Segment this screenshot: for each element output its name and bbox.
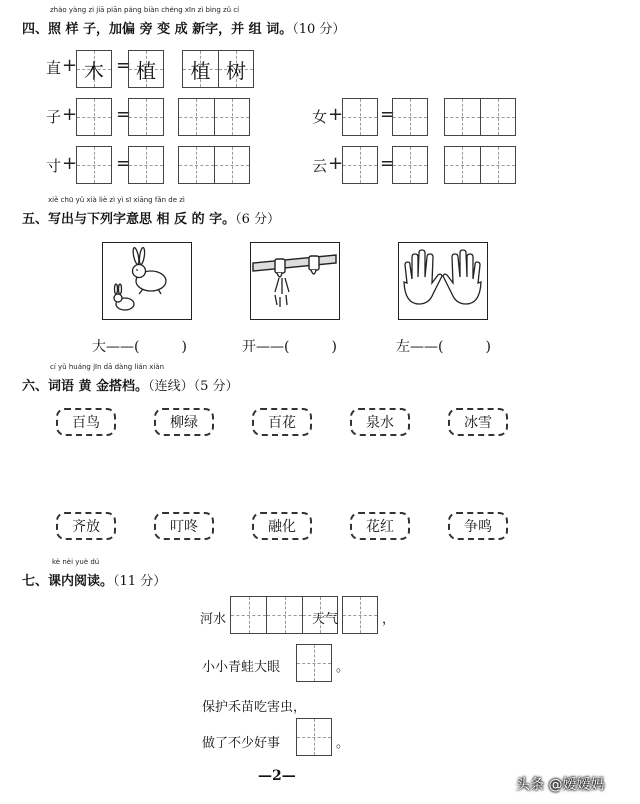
poem-answer-box[interactable] [296, 644, 332, 682]
section6-score: （5 分） [193, 379, 239, 394]
match-word-top[interactable]: 百花 [252, 408, 312, 436]
row-radical-zi: 子 [46, 108, 62, 126]
opposite-item-kai: 开——( ) [242, 339, 337, 355]
word-answer-box[interactable] [444, 98, 516, 136]
match-word-top[interactable]: 冰雪 [448, 408, 508, 436]
poem-line1-start: 河水 [200, 612, 227, 627]
poem-answer-box[interactable] [342, 596, 378, 634]
answer-box[interactable] [342, 146, 378, 184]
row-radical-cun: 寸 [46, 157, 62, 175]
match-word-bottom[interactable]: 融化 [252, 512, 312, 540]
poem-line1-middle: 天气 [312, 612, 339, 627]
section7-title: 七、课内阅读。 [22, 574, 114, 589]
match-word-bottom[interactable]: 花红 [350, 512, 410, 540]
row-radical-yun: 云 [312, 157, 328, 175]
row-equals: = [380, 153, 396, 174]
section6-heading [22, 375, 238, 394]
example-result-box [128, 50, 164, 88]
opposite-item-da: 大——( ) [92, 339, 187, 355]
match-word-top[interactable]: 百鸟 [56, 408, 116, 436]
answer-box[interactable] [76, 146, 112, 184]
poem-line2: 小小青蛙大眼 [202, 660, 281, 675]
word-answer-box[interactable] [178, 146, 250, 184]
example-component: 木 [84, 58, 104, 83]
row-plus: + [62, 104, 78, 125]
match-word-bottom[interactable]: 叮咚 [154, 512, 214, 540]
rabbits-icon [103, 243, 190, 318]
match-word-top[interactable]: 柳绿 [154, 408, 214, 436]
row-radical-nv: 女 [312, 108, 328, 126]
example-result: 植 [136, 58, 156, 83]
section7-score: （11 分） [113, 574, 167, 589]
poem-line2-end: 。 [336, 660, 350, 675]
match-word-top[interactable]: 泉水 [350, 408, 410, 436]
example-equals: = [116, 55, 132, 76]
answer-box[interactable] [342, 98, 378, 136]
section5-pinyin: xiě chū yǔ xià liè zì yì sī xiāng fǎn de zì [48, 196, 185, 204]
poem-line4: 做了不少好事 [202, 736, 281, 751]
example-plus: + [62, 55, 78, 76]
section6-title: 六、词语 黄 金搭档。 [22, 379, 149, 394]
example-word-char-2: 树 [225, 58, 246, 83]
hands-image [398, 242, 488, 320]
match-word-bottom[interactable]: 齐放 [56, 512, 116, 540]
word-answer-box[interactable] [444, 146, 516, 184]
row-plus: + [328, 153, 344, 174]
word-answer-box[interactable] [178, 98, 250, 136]
example-word-char-1: 植 [190, 58, 211, 83]
section4-heading [22, 18, 345, 37]
section5-heading [22, 208, 280, 227]
answer-box[interactable] [76, 98, 112, 136]
section6-note: （连线） [148, 379, 194, 394]
answer-box[interactable] [392, 98, 428, 136]
row-equals: = [116, 104, 132, 125]
poem-answer-box[interactable] [296, 718, 332, 756]
section6-pinyin: cí yǔ huáng jīn dā dàng lián xiàn [50, 363, 165, 371]
example-word-box [182, 50, 254, 88]
section7-pinyin: kè nèi yuè dú [52, 558, 100, 566]
rabbits-image [102, 242, 192, 320]
poem-line3: 保护禾苗吃害虫， [202, 700, 307, 715]
section5-title: 五、写出与下列字意思 相 反 的 字。 [22, 212, 236, 227]
row-plus: + [62, 153, 78, 174]
row-plus: + [328, 104, 344, 125]
faucet-image [250, 242, 340, 320]
poem-line1-end: ， [382, 612, 396, 627]
section4-title: 四、照 样 子，加偏 旁 变 成 新字，并 组 词。 [22, 22, 293, 37]
match-word-bottom[interactable]: 争鸣 [448, 512, 508, 540]
answer-box[interactable] [128, 146, 164, 184]
answer-box[interactable] [128, 98, 164, 136]
page-number: —2— [258, 768, 296, 784]
watermark: 头条 @嫒嫒妈 [516, 777, 605, 793]
row-equals: = [116, 153, 132, 174]
section7-heading [22, 570, 166, 589]
faucet-icon [251, 243, 338, 318]
section4-pinyin: zhào yàng zi jiā piān páng biàn chéng xīn zì bìng zǔ cí [50, 6, 240, 14]
answer-box[interactable] [392, 146, 428, 184]
example-radical: 直 [46, 59, 62, 77]
hands-icon [399, 243, 486, 318]
opposite-item-zuo: 左——( ) [396, 339, 491, 355]
row-equals: = [380, 104, 396, 125]
section4-score: （10 分） [292, 22, 346, 37]
poem-line4-end: 。 [336, 736, 350, 751]
example-component-box [76, 50, 112, 88]
section5-score: （6 分） [235, 212, 281, 227]
